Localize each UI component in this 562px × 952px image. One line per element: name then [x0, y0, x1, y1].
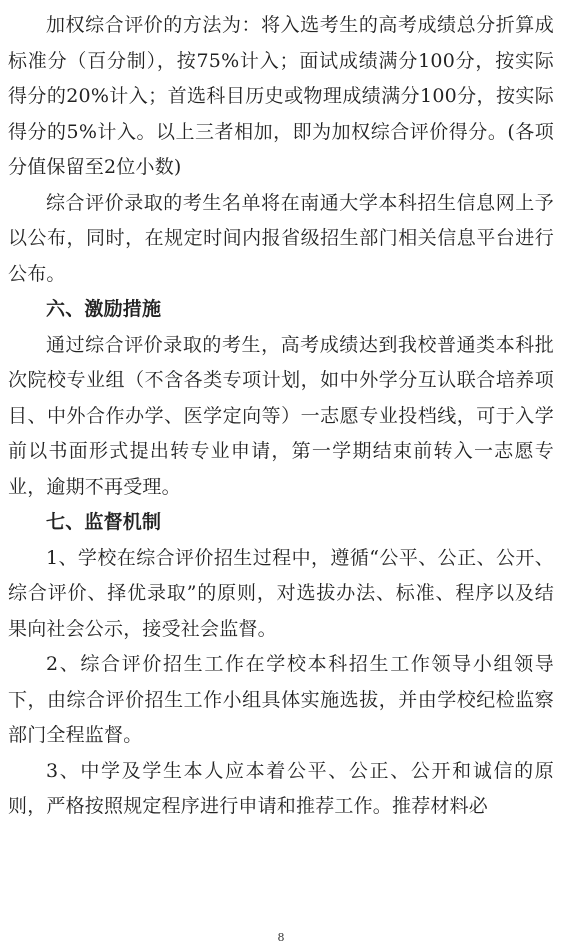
document-body: [8, 8, 554, 825]
paragraph-weighted-score-method: 加权综合评价的方法为：将入选考生的高考成绩总分折算成标准分（百分制），按75%计入；面试成绩满分100分，按实际得分的20%计入；首选科目历史或物理成绩满分100分，按实际得分的5%计入。以上三者相加，即为加权综合评价得分。(各项分值保留至2位小数): [8, 14, 554, 178]
paragraph-admission-list-publication: 综合评价录取的考生名单将在南通大学本科招生信息网上予以公布，同时，在规定时间内报省级招生部门相关信息平台进行公布。: [8, 191, 554, 285]
paragraph-supervision-item-1: 1、学校在综合评价招生过程中，遵循“公平、公正、公开、综合评价、择优录取”的原则，对选拔办法、标准、程序以及结果向社会公示，接受社会监督。: [8, 546, 554, 640]
heading-incentive-measures: 六、激励措施: [46, 298, 162, 320]
paragraph-major-transfer-incentive: 通过综合评价录取的考生，高考成绩达到我校普通类本科批次院校专业组（不含各类专项计划，如中外学分互认联合培养项目、中外合作办学、医学定向等）一志愿专业投档线，可于入学前以书面形式提出转专业申请，第一学期结束前转入一志愿专业，逾期不再受理。: [8, 333, 554, 498]
paragraph-supervision-item-2: 2、综合评价招生工作在学校本科招生工作领导小组领导下，由综合评价招生工作小组具体实施选拔，并由学校纪检监察部门全程监督。: [8, 653, 554, 746]
paragraph-supervision-item-3: 3、中学及学生本人应本着公平、公正、公开和诚信的原则，严格按照规定程序进行申请和推荐工作。推荐材料必: [8, 759, 554, 817]
page-number: 8: [277, 931, 285, 944]
heading-supervision-mechanism: 七、监督机制: [46, 511, 162, 533]
